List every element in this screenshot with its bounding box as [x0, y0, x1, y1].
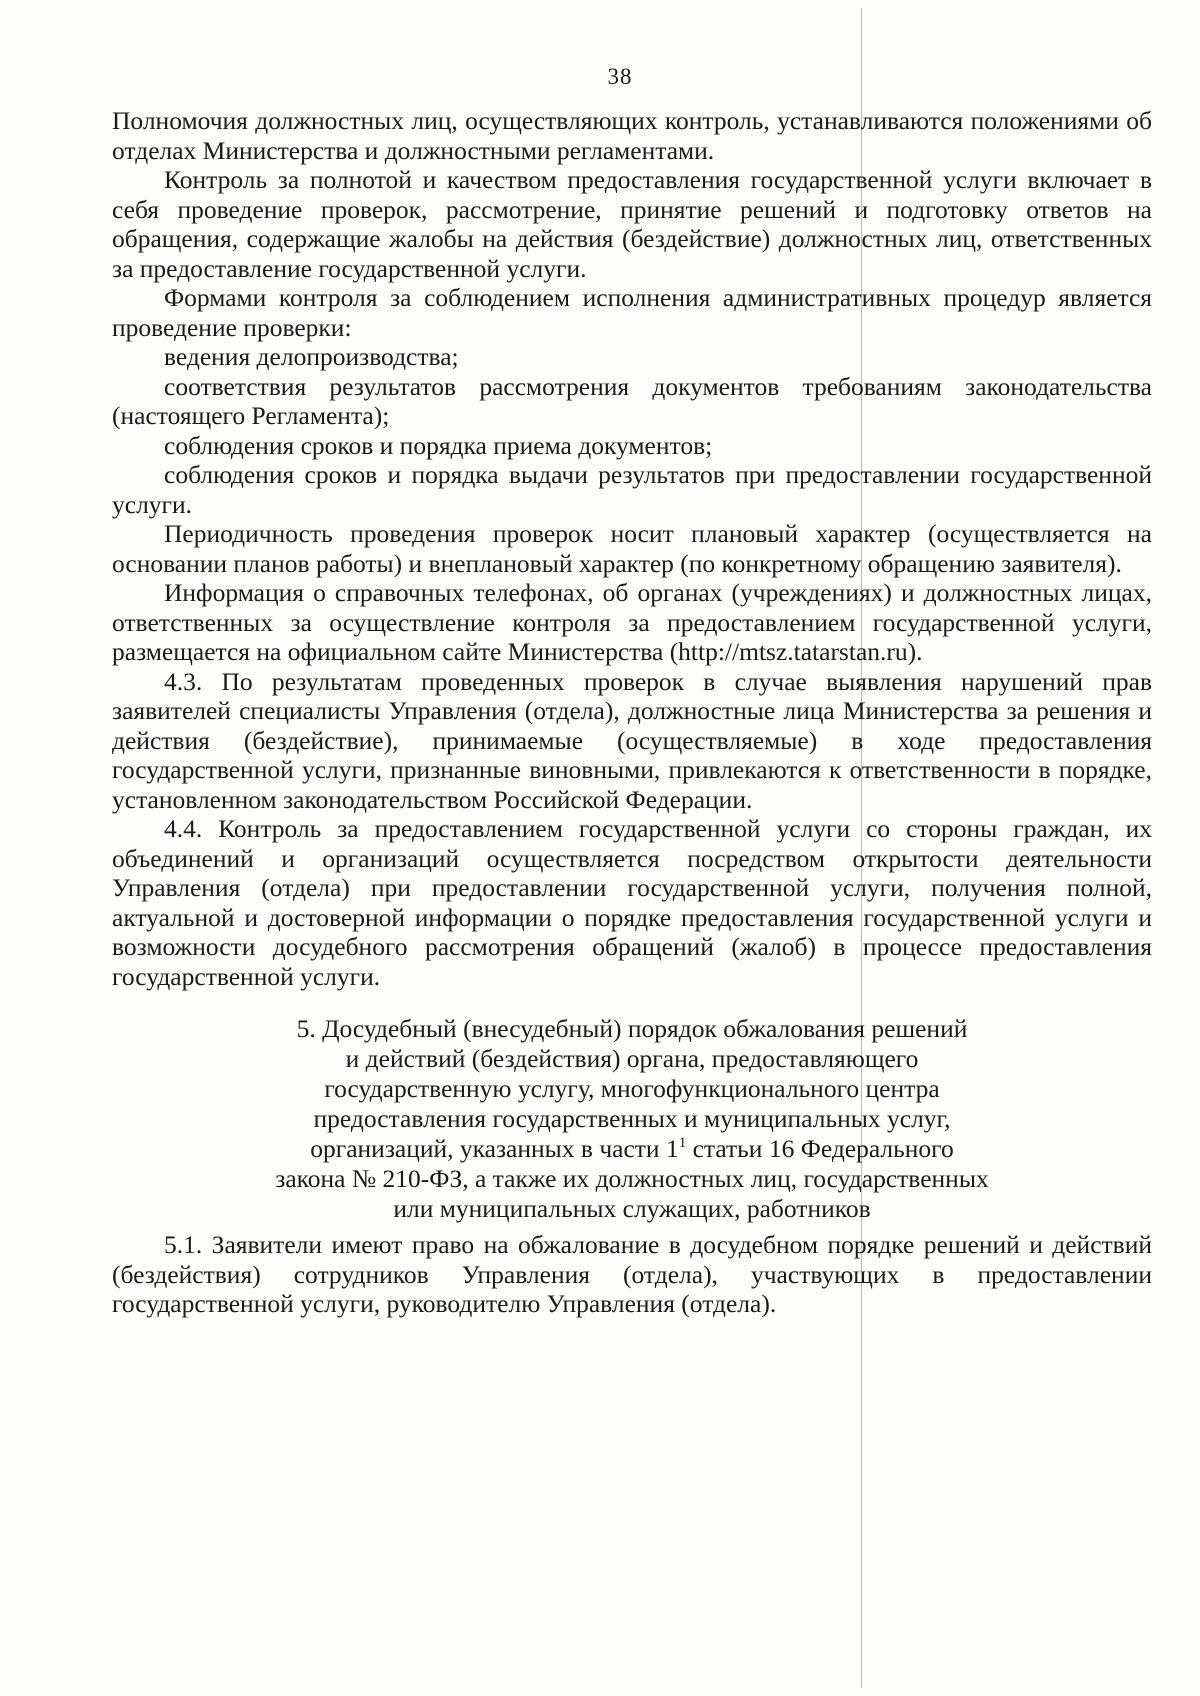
list-item-intake-deadlines: соблюдения сроков и порядка приема документов; [164, 430, 713, 460]
section-title-line: 5. Досудебный (внесудебный) порядок обжалования решений [296, 1014, 968, 1043]
paragraph-4-4: 4.4. Контроль за предоставлением государственной услуги со стороны граждан, их объединений и организаций осуществляется посредством открытости деятельности Управления (отдела) при предоставлении государственной услуги, получения полной, актуальной и достоверной информации о порядке предоставления государственной услуги и возможности досудебного рассмотрения обращений (жалоб) в процессе предоставления государственной услуги. [112, 814, 1152, 991]
list-item-output-deadlines: соблюдения сроков и порядка выдачи результатов при предоставлении государственной услуги. [112, 460, 1152, 519]
section-title-line: закона № 210-ФЗ, а также их должностных лиц, государственных [275, 1164, 989, 1193]
paragraph-control-forms: Формами контроля за соблюдением исполнения административных процедур является проведение проверки: [112, 283, 1152, 342]
section-5-title [222, 1014, 1042, 1224]
paragraph-frequency: Периодичность проведения проверок носит плановый характер (осуществляется на основании планов работы) и внеплановый характер (по конкретному обращению заявителя). [112, 519, 1152, 578]
document-body [112, 106, 1152, 1319]
paragraph-authority: Полномочия должностных лиц, осуществляющих контроль, устанавливаются положениями об отделах Министерства и должностными регламентами. [112, 106, 1152, 165]
paragraph-control-scope: Контроль за полнотой и качеством предоставления государственной услуги включает в себя проведение проверок, рассмотрение, принятие решений и подготовку ответов на обращения, содержащие жалобы на действия (бездействие) должностных лиц, ответственных за предоставление государственной услуги. [112, 165, 1152, 283]
section-title-line: государственную услугу, многофункционального центра [324, 1074, 940, 1103]
section-title-line: предоставления государственных и муниципальных услуг, [313, 1104, 951, 1133]
section-title-line [222, 1134, 1042, 1164]
page-number: 38 [607, 64, 633, 89]
section-title-text: статьи 16 Федерального [686, 1134, 954, 1163]
section-title-text: организаций, указанных в части 1 [310, 1134, 679, 1163]
section-title-line: или муниципальных служащих, работников [393, 1194, 871, 1223]
paragraph-5-1: 5.1. Заявители имеют право на обжалование в досудебном порядке решений и действий (бездействия) сотрудников Управления (отдела), участвующих в предоставлении государственной услуги, руководителю Управления (отдела). [112, 1230, 1152, 1318]
list-item-compliance: соответствия результатов рассмотрения документов требованиям законодательства (настоящего Регламента); [112, 371, 1152, 430]
list-item-records: ведения делопроизводства; [164, 342, 459, 371]
superscript: 1 [678, 1135, 687, 1151]
paragraph-4-3: 4.3. По результатам проведенных проверок в случае выявления нарушений прав заявителей специалисты Управления (отдела), должностные лица Министерства за решения и действия (бездействие), принимаемые (осуществляемые) в ходе предоставления государственной услуги, признанные виновными, привлекаются к ответственности в порядке, установленном законодательством Российской Федерации. [112, 666, 1152, 814]
paragraph-contact-info: Информация о справочных телефонах, об органах (учреждениях) и должностных лицах, ответственных за осуществление контроля за предоставлением государственной услуги, размещается на официальном сайте Министерства (http://mtsz.tatarstan.ru). [112, 578, 1152, 666]
section-title-line: и действий (бездействия) органа, предоставляющего [345, 1044, 919, 1073]
